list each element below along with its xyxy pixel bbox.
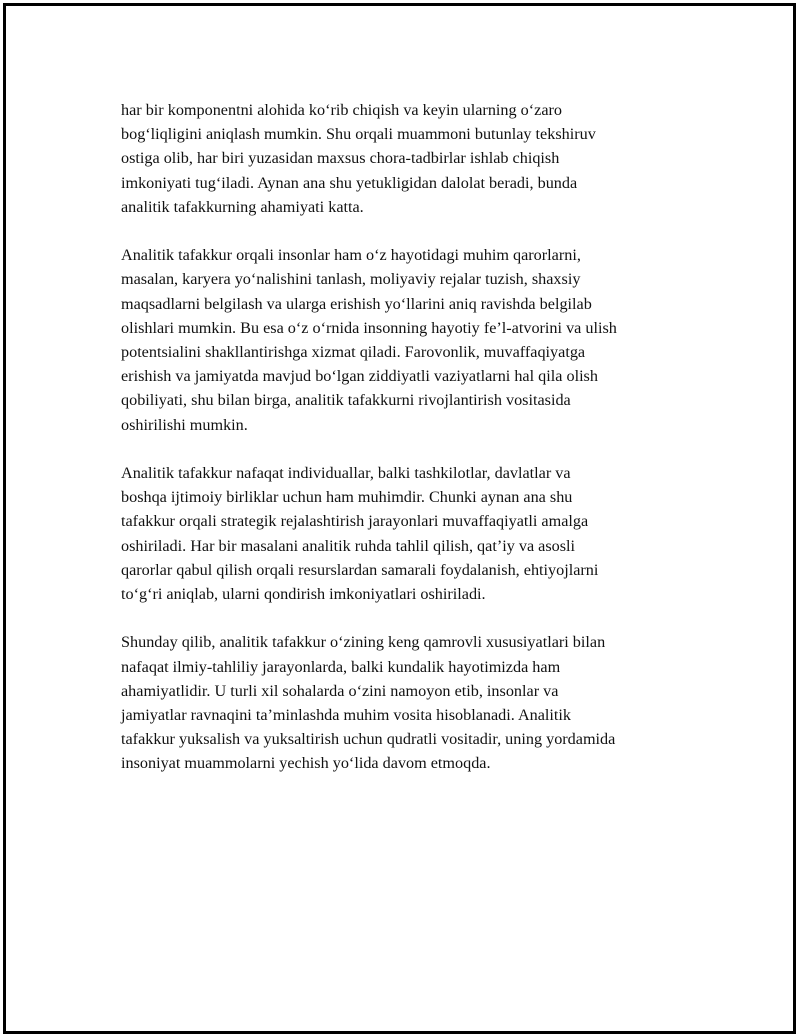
- text-line: nafaqat ilmiy-tahliliy jarayonlarda, balki kundalik hayotimizda ham: [121, 657, 561, 676]
- text-line: har bir komponentni alohida koʻrib chiqish va keyin ularning oʻzaro: [121, 101, 562, 119]
- text-line: jamiyatlar ravnaqini ta’minlashda muhim vosita hisoblanadi. Analitik: [121, 706, 572, 725]
- text-line: olishlari mumkin. Bu esa oʻz oʻrnida insonning hayotiy fe’l-atvorini va ulish: [121, 318, 617, 337]
- text-line: oshirilishi mumkin.: [121, 415, 248, 434]
- text-line: qobiliyati, shu bilan birga, analitik tafakkurni rivojlantirish vositasida: [121, 391, 571, 410]
- text-line: tafakkur orqali strategik rejalashtirish jarayonlari muvaffaqiyatli amalga: [121, 512, 589, 531]
- text-line: ahamiyatlidir. U turli xil sohalarda oʻzini namoyon etib, insonlar va: [121, 681, 559, 700]
- paragraph-2: [121, 243, 701, 437]
- text-line: insoniyat muammolarni yechish yoʻlida davom etmoqda.: [121, 754, 491, 773]
- text-line: potentsialini shakllantirishga xizmat qiladi. Farovonlik, muvaffaqiyatga: [121, 343, 586, 362]
- text-line: Shunday qilib, analitik tafakkur oʻzining keng qamrovli xususiyatlari bilan: [121, 633, 606, 652]
- text-line: erishish va jamiyatda mavjud boʻlgan ziddiyatli vaziyatlarni hal qila olish: [121, 367, 598, 386]
- text-line: imkoniyati tugʻiladi. Aynan ana shu yetukligidan dalolat beradi, bunda: [121, 173, 578, 192]
- paragraph-4: [121, 630, 701, 775]
- text-line: maqsadlarni belgilash va ularga erishish yoʻllarini aniq ravishda belgilab: [121, 294, 592, 313]
- text-line: Analitik tafakkur orqali insonlar ham oʻz hayotidagi muhim qarorlarni,: [121, 246, 581, 265]
- text-line: boshqa ijtimoiy birliklar uchun ham muhimdir. Chunki aynan ana shu: [121, 488, 573, 507]
- text-line: tafakkur yuksalish va yuksaltirish uchun qudratli vositadir, uning yordamida: [121, 730, 616, 749]
- text-line: ostiga olib, har biri yuzasidan maxsus chora-tadbirlar ishlab chiqish: [121, 149, 560, 168]
- text-line: oshiriladi. Har bir masalani analitik ruhda tahlil qilish, qat’iy va asosli: [121, 536, 576, 555]
- text-line: masalan, karyera yoʻnalishini tanlash, moliyaviy rejalar tuzish, shaxsiy: [121, 270, 581, 289]
- paragraph-3: [121, 461, 701, 606]
- text-line: analitik tafakkurning ahamiyati katta.: [121, 197, 364, 216]
- text-line: Analitik tafakkur nafaqat individuallar, balki tashkilotlar, davlatlar va: [121, 464, 571, 483]
- text-line: qarorlar qabul qilish orqali resurslardan samarali foydalanish, ehtiyojlarni: [121, 560, 599, 579]
- document-body: [121, 98, 701, 800]
- paragraph-1: [121, 98, 701, 219]
- page-frame: [3, 3, 796, 1034]
- text-line: bogʻliqligini aniqlash mumkin. Shu orqali muammoni butunlay tekshiruv: [121, 125, 596, 144]
- text-line: toʻgʻri aniqlab, ularni qondirish imkoniyatlari oshiriladi.: [121, 585, 486, 604]
